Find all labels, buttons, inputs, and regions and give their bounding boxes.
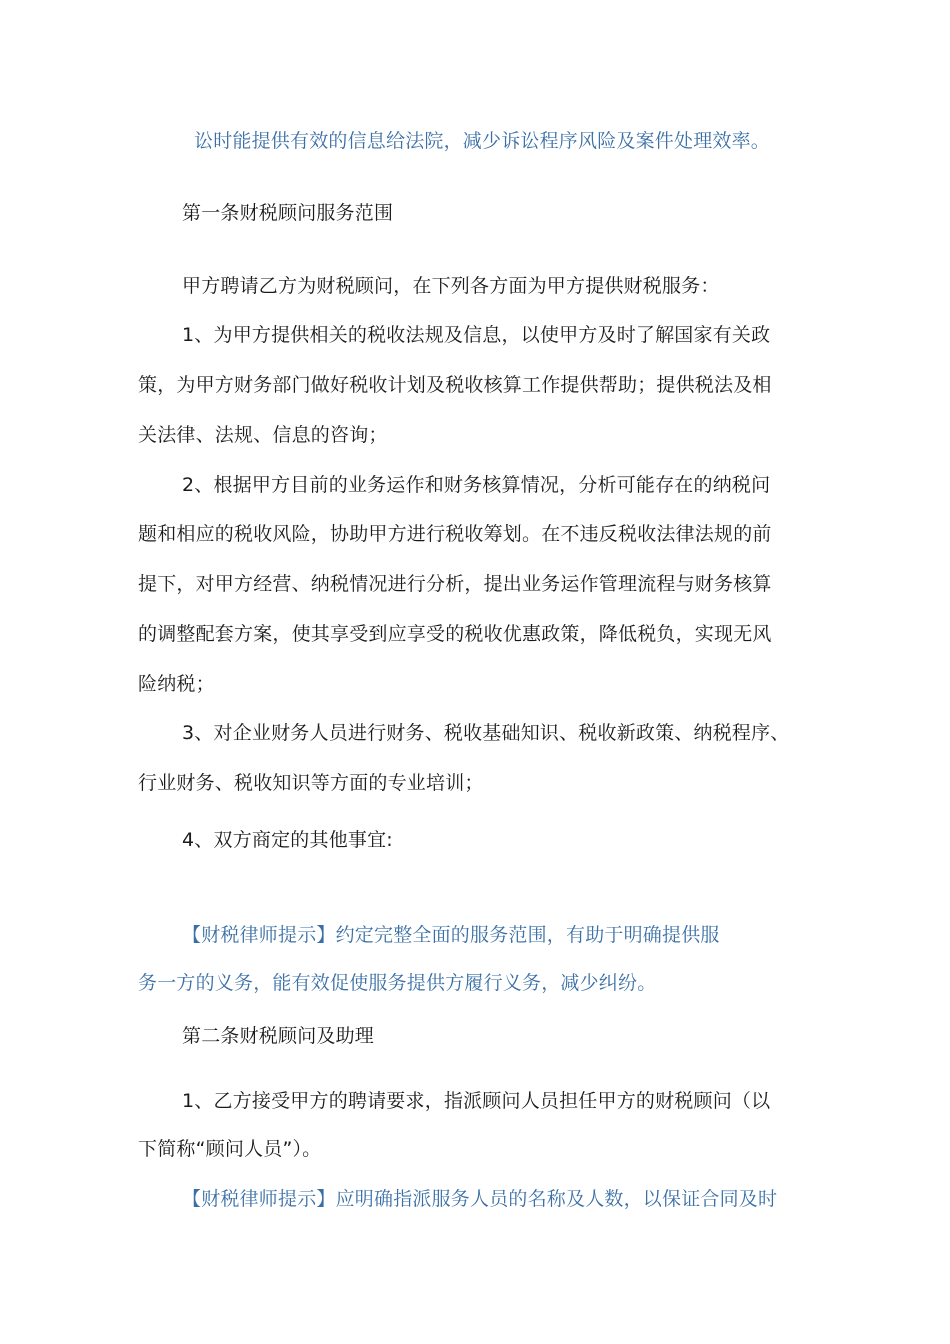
- item-1-line-2: 策，为甲方财务部门做好税收计划及税收核算工作提供帮助；提供税法及相: [138, 374, 772, 396]
- item-1-line-1: 1、为甲方提供相关的税收法规及信息，以使甲方及时了解国家有关政: [182, 324, 771, 346]
- item-4-line-1: 4、双方商定的其他事宜:: [182, 829, 393, 851]
- tip-staff-line-1: 【财税律师提示】应明确指派服务人员的名称及人数，以保证合同及时: [182, 1188, 778, 1210]
- tip-scope-line-2: 务一方的义务，能有效促使服务提供方履行义务，减少纠纷。: [138, 972, 657, 994]
- item-3-line-1: 3、对企业财务人员进行财务、税收基础知识、税收新政策、纳税程序、: [182, 722, 790, 744]
- item-1-line-3: 关法律、法规、信息的咨询；: [138, 424, 388, 446]
- paragraph-intro: 甲方聘请乙方为财税顾问，在下列各方面为甲方提供财税服务：: [182, 275, 720, 297]
- item-3-line-2: 行业财务、税收知识等方面的专业培训；: [138, 772, 484, 794]
- item-2-line-3: 提下，对甲方经营、纳税情况进行分析，提出业务运作管理流程与财务核算: [138, 573, 772, 595]
- item-2-line-5: 险纳税；: [138, 673, 215, 695]
- article-2-item-1-line-1: 1、乙方接受甲方的聘请要求，指派顾问人员担任甲方的财税顾问（以: [182, 1090, 771, 1112]
- item-2-line-1: 2、根据甲方目前的业务运作和财务核算情况，分析可能存在的纳税问: [182, 474, 771, 496]
- item-2-line-2: 题和相应的税收风险，协助甲方进行税收筹划。在不违反税收法律法规的前: [138, 523, 772, 545]
- item-2-line-4: 的调整配套方案，使其享受到应享受的税收优惠政策，降低税负，实现无风: [138, 623, 772, 645]
- tip-scope-line-1: 【财税律师提示】约定完整全面的服务范围，有助于明确提供服: [182, 924, 720, 946]
- article-2-item-1-line-2: 下简称“顾问人员”）。: [138, 1138, 322, 1160]
- article-2-heading: 第二条财税顾问及助理: [182, 1025, 375, 1047]
- article-1-heading: 第一条财税顾问服务范围: [182, 202, 394, 224]
- tip-line-efficiency: 讼时能提供有效的信息给法院，减少诉讼程序风险及案件处理效率。: [194, 130, 771, 152]
